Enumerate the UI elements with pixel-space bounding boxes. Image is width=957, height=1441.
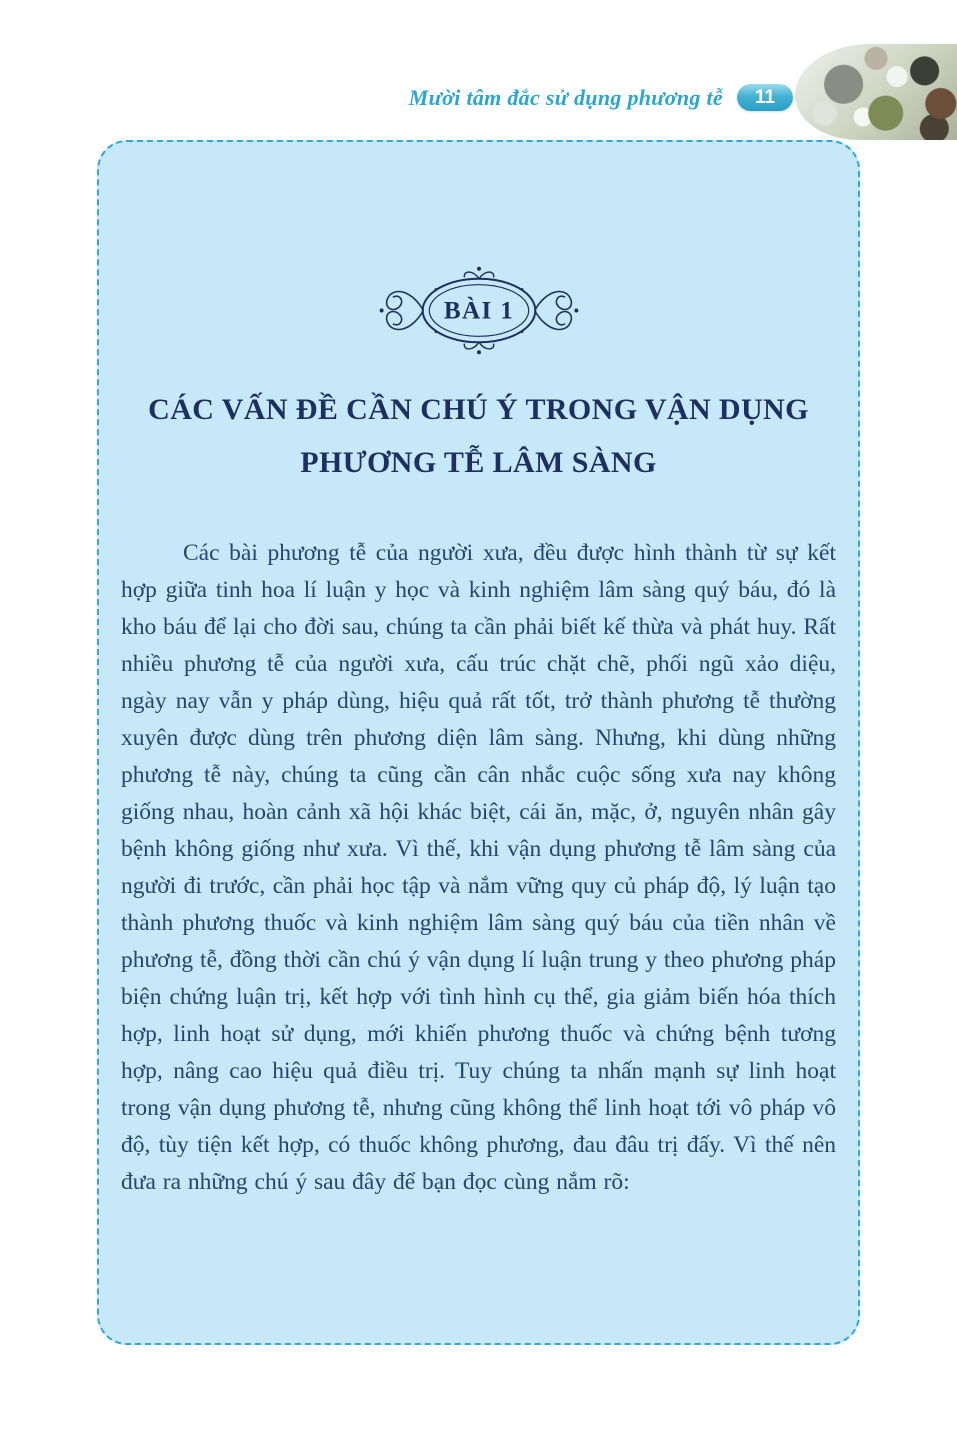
ornament-frame-icon: [373, 264, 585, 357]
content-panel: [97, 140, 860, 1345]
chapter-title-line2: PHƯƠNG TỄ LÂM SÀNG: [300, 446, 657, 479]
page-number-badge: 11: [737, 84, 793, 111]
herbs-photo: [795, 44, 957, 140]
running-header: [0, 84, 793, 111]
ornament-label: BÀI 1: [443, 297, 514, 325]
chapter-title-line1: CÁC VẤN ĐỀ CẦN CHÚ Ý TRONG VẬN DỤNG: [148, 393, 809, 426]
chapter-body-paragraph: Các bài phương tễ của người xưa, đều được hình thành từ sự kết hợp giữa tinh hoa lí luận y học và kinh nghiệm lâm sàng quý báu, đó là kho báu để lại cho đời sau, chúng ta cần phải biết kế thừa và phát huy. Rất nhiều phương tễ của người xưa, cấu trúc chặt chẽ, phối ngũ xảo diệu, ngày nay vẫn y pháp dùng, hiệu quả rất tốt, trở thành phương tễ thường xuyên được dùng trên phương diện lâm sàng. Nhưng, khi dùng những phương tễ này, chúng ta cũng cần cân nhắc cuộc sống xưa nay không giống nhau, hoàn cảnh xã hội khác biệt, cái ăn, mặc, ở, nguyên nhân gây bệnh không giống như xưa. Vì thế, khi vận dụng phương tễ lâm sàng của người đi trước, cần phải học tập và nắm vững quy củ pháp độ, lý luận tạo thành phương thuốc và kinh nghiệm lâm sàng quý báu của tiền nhân về phương tễ, đồng thời cần chú ý vận dụng lí luận trung y theo phương pháp biện chứng luận trị, kết hợp với tình hình cụ thể, gia giảm biến hóa thích hợp, linh hoạt sử dụng, mới khiến phương thuốc và chứng bệnh tương hợp, nâng cao hiệu quả điều trị. Tuy chúng ta nhấn mạnh sự linh hoạt trong vận dụng phương tễ, nhưng cũng không thể linh hoạt tới vô pháp vô độ, tùy tiện kết hợp, có thuốc không phương, đau đâu trị đấy. Vì thế nên đưa ra những chú ý sau đây để bạn đọc cùng nắm rõ:: [121, 540, 836, 1195]
chapter-title: [99, 383, 858, 489]
running-title: Mười tâm đắc sử dụng phương tễ: [408, 84, 723, 110]
chapter-ornament: [373, 264, 585, 357]
